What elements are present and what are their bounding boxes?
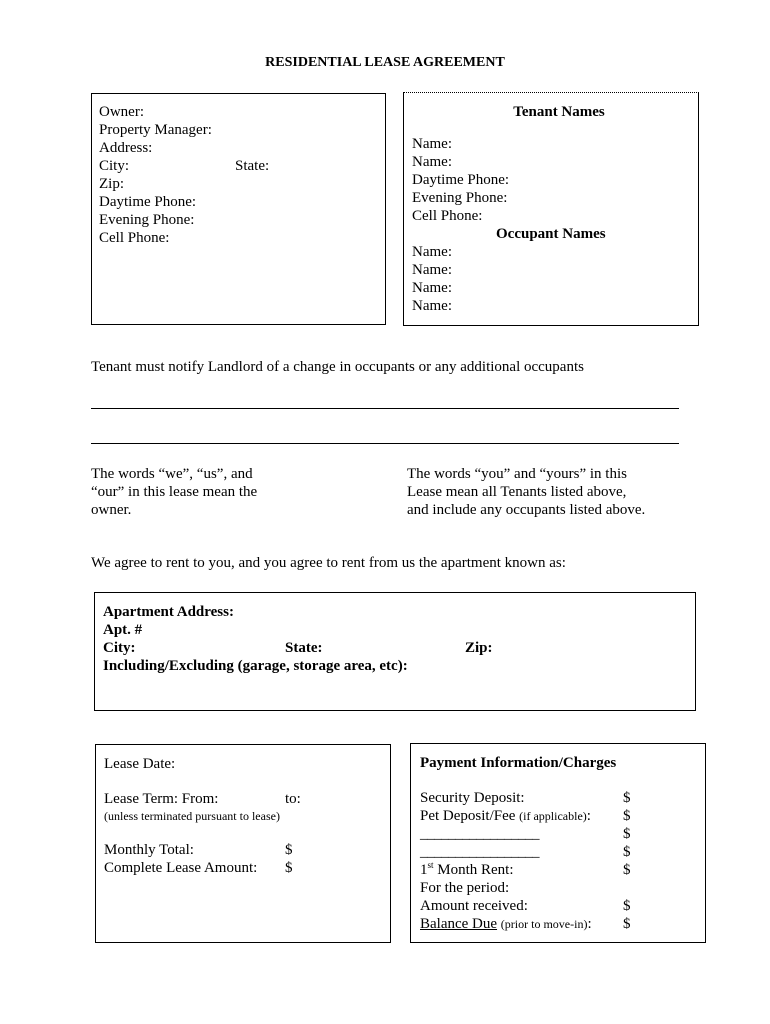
apartment-box bbox=[94, 592, 696, 711]
lease-box bbox=[95, 744, 391, 943]
property-manager-label: Property Manager: bbox=[99, 122, 212, 138]
lease-date-label: Lease Date: bbox=[104, 756, 176, 772]
daytime-phone-label: Daytime Phone: bbox=[99, 194, 197, 210]
tenant-name-1-label: Name: bbox=[412, 136, 452, 152]
apartment-address-label: Apartment Address: bbox=[103, 604, 234, 620]
occupant-change-line-1[interactable] bbox=[91, 408, 679, 409]
apartment-state-label: State: bbox=[285, 640, 323, 656]
apartment-zip-label: Zip: bbox=[465, 640, 493, 656]
occupant-change-line-2[interactable] bbox=[91, 443, 679, 444]
occupant-name-1-label: Name: bbox=[412, 244, 452, 260]
first-month-rent-label: 1st Month Rent: bbox=[420, 860, 514, 878]
city-label: City: bbox=[99, 158, 130, 174]
balance-due-label: Balance Due (prior to move-in): bbox=[420, 916, 592, 932]
tenant-names-heading: Tenant Names bbox=[513, 104, 605, 120]
state-label: State: bbox=[235, 158, 270, 174]
custom-charge-1-blank[interactable]: _________________ bbox=[420, 826, 539, 842]
page-title: RESIDENTIAL LEASE AGREEMENT bbox=[265, 55, 505, 70]
owner-box bbox=[91, 93, 386, 325]
definition-owner: The words “we”, “us”, and “our” in this lease mean the owner. bbox=[91, 466, 258, 518]
apt-number-label: Apt. # bbox=[103, 622, 143, 638]
payment-box bbox=[410, 743, 706, 943]
for-period-label: For the period: bbox=[420, 880, 510, 896]
occupant-name-2-label: Name: bbox=[412, 262, 452, 278]
custom-charge-2-blank[interactable]: _________________ bbox=[420, 844, 539, 860]
payment-dollar-column: $ $ $ $ $ $ $ bbox=[623, 790, 631, 932]
occupant-names-heading: Occupant Names bbox=[496, 226, 606, 242]
agree-text: We agree to rent to you, and you agree to rent from us the apartment known as: bbox=[91, 555, 566, 571]
tenant-evening-phone-label: Evening Phone: bbox=[412, 190, 508, 206]
pet-deposit-label: Pet Deposit/Fee (if applicable): bbox=[420, 808, 591, 824]
lease-term-to-label: to: bbox=[285, 791, 301, 807]
zip-label: Zip: bbox=[99, 176, 124, 192]
tenant-box bbox=[403, 92, 699, 326]
definition-tenant: The words “you” and “yours” in this Lease mean all Tenants listed above, and include any occupants listed above. bbox=[407, 466, 646, 518]
amount-received-label: Amount received: bbox=[420, 898, 528, 914]
security-deposit-label: Security Deposit: bbox=[420, 790, 525, 806]
monthly-total-dollar: $ bbox=[285, 842, 293, 858]
address-label: Address: bbox=[99, 140, 153, 156]
lease-term-from-label: Lease Term: From: bbox=[104, 791, 219, 807]
evening-phone-label: Evening Phone: bbox=[99, 212, 195, 228]
apartment-city-label: City: bbox=[103, 640, 136, 656]
notify-text: Tenant must notify Landlord of a change in occupants or any additional occupants bbox=[91, 359, 584, 375]
tenant-daytime-phone-label: Daytime Phone: bbox=[412, 172, 510, 188]
complete-lease-amount-label: Complete Lease Amount: bbox=[104, 860, 258, 876]
owner-label: Owner: bbox=[99, 104, 144, 120]
balance-due-note: (prior to move-in) bbox=[500, 917, 588, 931]
including-excluding-label: Including/Excluding (garage, storage area, etc): bbox=[103, 658, 408, 674]
tenant-cell-phone-label: Cell Phone: bbox=[412, 208, 483, 224]
payment-heading: Payment Information/Charges bbox=[420, 755, 617, 771]
occupant-name-4-label: Name: bbox=[412, 298, 452, 314]
tenant-name-2-label: Name: bbox=[412, 154, 452, 170]
monthly-total-label: Monthly Total: bbox=[104, 842, 194, 858]
lease-term-note: (unless terminated pursuant to lease) bbox=[104, 809, 280, 823]
complete-lease-dollar: $ bbox=[285, 860, 293, 876]
cell-phone-label: Cell Phone: bbox=[99, 230, 170, 246]
pet-deposit-note: (if applicable) bbox=[519, 809, 587, 823]
occupant-name-3-label: Name: bbox=[412, 280, 452, 296]
